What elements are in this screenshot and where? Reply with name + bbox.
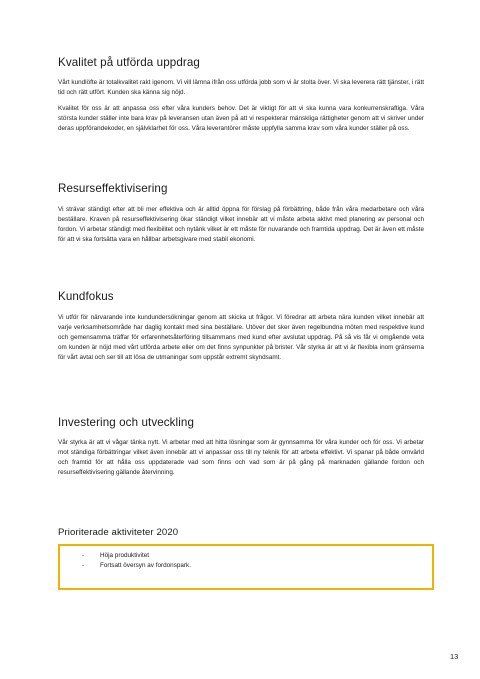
paragraph: Vi utför för närvarande inte kundundersökningar genom att skicka ut frågor. Vi föredrar att arbeta nära kunden vilket innebär att varje verksamhetsområde har daglig kontakt med sina beställare. Utöver det sker även regelbundna möten med respektive kund och gemensamma träffar för erfarenhetsåterföring tillsammans med kund efter avslutat uppdrag. På så vis får vi omgående veta om kunden är nöjd med vårt utförda arbete eller om det finns synpunkter på brister. Vår styrka är att vi är flexibla inom gränserna för vårt avtal och ser till att lösa de utmaningar som uppstår extremt skyndsamt. xyxy=(58,314,424,361)
section-heading: Prioriterade aktiviteter 2020 xyxy=(58,527,179,538)
section-kvalitet xyxy=(58,56,424,134)
paragraph: Vi strävar ständigt efter att bli mer effektiva och är alltid öppna för förslag på förbättring, både från våra medarbetare och våra beställare. Kraven på resurseffektivisering ökar ständigt vilket innebär att vi måste arbeta aktivt med planering av personal och fordon. Vi arbetar ständigt med flexibilitet och nytänk vilket är ett måste för nuvarande och framtida uppdrag. Det är även ett måste för att vi ska fortsätta vara en hållbar arbetsgivare med stabil ekonomi. xyxy=(58,206,424,243)
section-heading: Kundfokus xyxy=(58,290,114,303)
list-item xyxy=(82,561,432,571)
list-item-text: Fortsatt översyn av fordonspark. xyxy=(100,562,191,569)
section-heading: Resurseffektivisering xyxy=(58,182,168,195)
bullet-dash: - xyxy=(82,562,85,569)
paragraph: Kvalitet för oss är att anpassa oss efter våra kunders behov. Det är viktigt för att vi ska kunna vara konkurrenskraftiga. Våra största kunder ställer inte bara krav på leveransen utan även på att vi respekterar mänskliga rättigheter genom att vi skriver under deras uppförandekoder, en självklarhet för oss. Våra leverantörer måste uppfylla samma krav som våra kunder ställer på oss. xyxy=(58,104,424,132)
section-investering xyxy=(58,416,424,478)
section-prioriterade-aktiviteter xyxy=(58,527,178,544)
priorities-list xyxy=(60,546,432,571)
list-item-text: Höja produktivitet xyxy=(100,552,150,559)
section-resurseffektivisering xyxy=(58,182,424,245)
paragraph: Vårt kundlöfte är totalkvalitet rakt igenom. Vi vill lämna ifrån oss utförda jobb som vi är stolta över. Vi ska leverera rätt tjänster, i rätt tid och rätt utfört. Kunden ska känna sig nöjd. xyxy=(58,79,424,96)
section-heading: Kvalitet på utförda uppdrag xyxy=(58,56,200,69)
bullet-dash: - xyxy=(82,552,85,559)
paragraph: Vår styrka är att vi vågar tänka nytt. Vi arbetar med att hitta lösningar som är gynnsamma för våra kunder och för oss. Vi arbetar mot ständiga förbättringar vilket även innebär att vi anpassar oss till ny teknik för att arbeta effektivt. Vi spanar på både omvärld och framtid för att hålla oss uppdaterade vad som finns och vad som är på gång på marknaden gällande fordon och resurseffektivisering gällande återvinning. xyxy=(58,439,424,476)
priorities-box xyxy=(58,544,434,590)
page-number: 13 xyxy=(450,652,459,661)
section-heading: Investering och utveckling xyxy=(58,416,195,429)
section-kundfokus xyxy=(58,290,424,363)
list-item xyxy=(82,551,432,561)
